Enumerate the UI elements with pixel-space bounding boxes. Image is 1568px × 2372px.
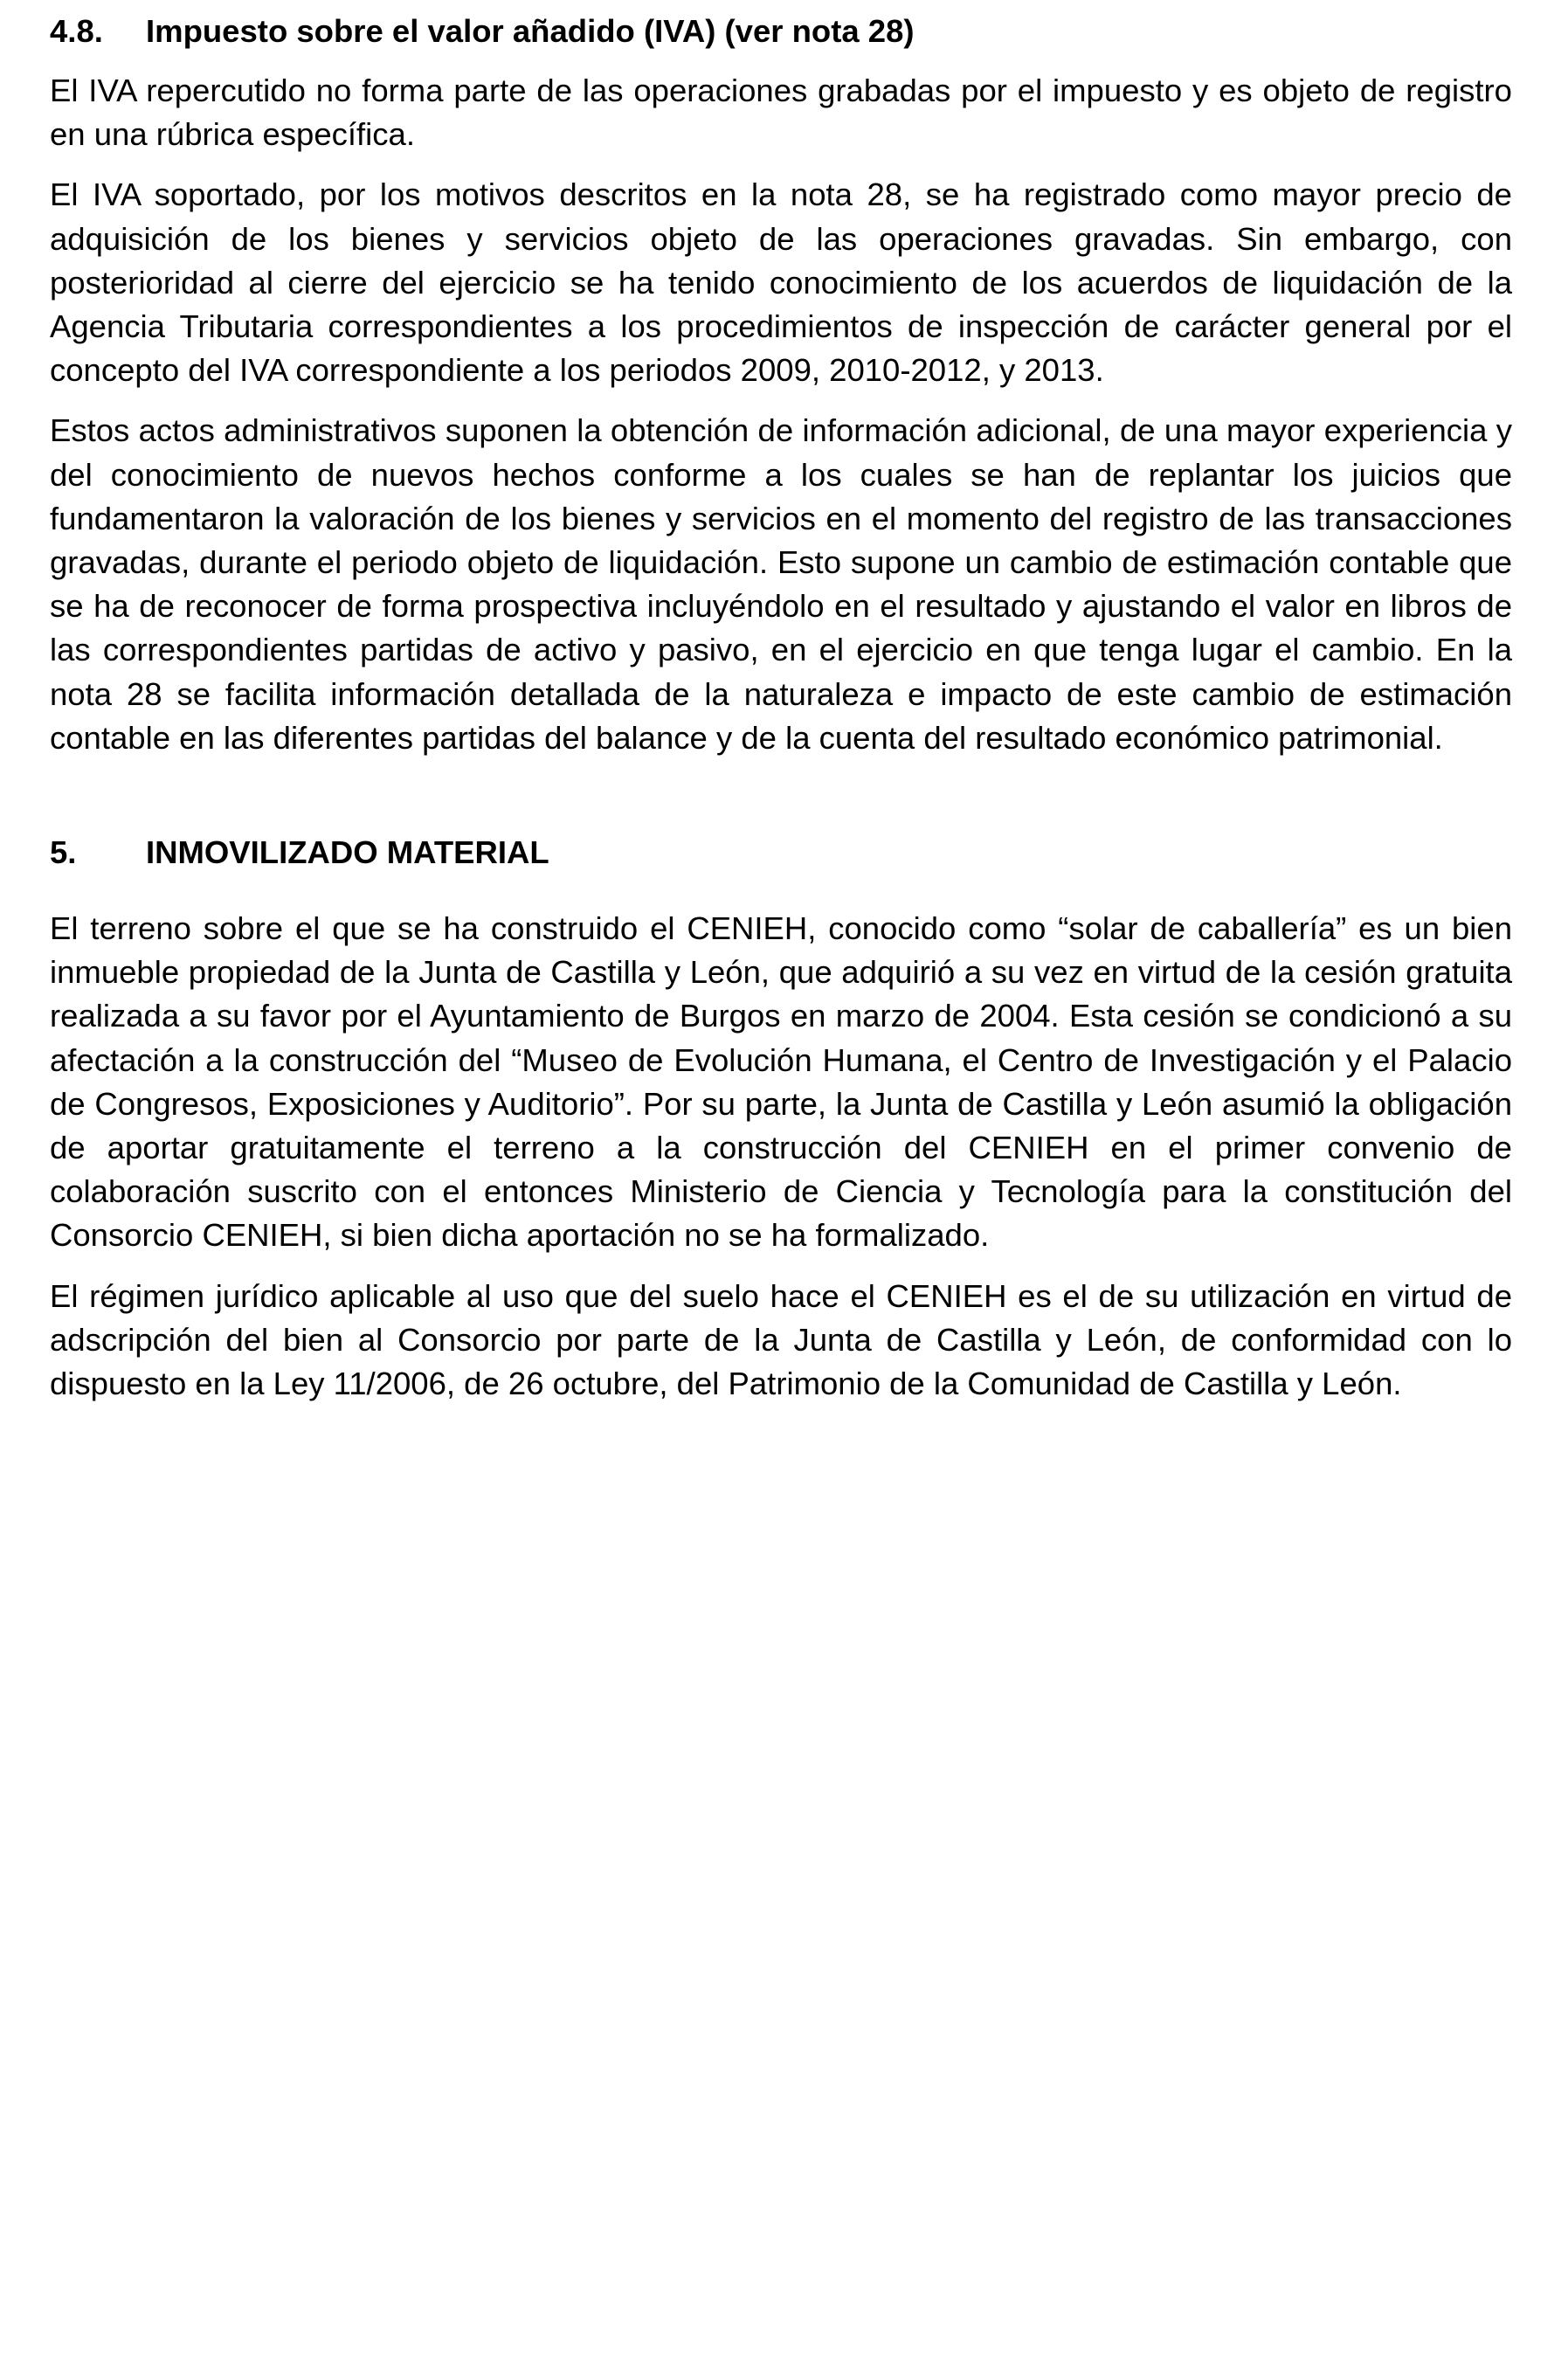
paragraph-iva-repercutido: El IVA repercutido no forma parte de las operaciones grabadas por el impuesto y es objeto de registro en una rúbrica específica. [50,73,1512,153]
paragraph-iva-soportado: El IVA soportado, por los motivos descritos en la nota 28, se ha registrado como mayor precio de adquisición de los bienes y servicios objeto de las operaciones gravadas. Sin embargo, con posterioridad al cierre del ejercicio se ha tenido conocimiento de los acuerdos de liquidación de la Agencia Tributaria correspondientes a los procedimientos de inspección de carácter general por el concepto del IVA correspondiente a los periodos 2009, 2010-2012, y 2013. [50,176,1512,389]
section-4-8-heading [50,10,1512,52]
document-page [50,10,1512,1406]
section-5-title: INMOVILIZADO MATERIAL [146,834,549,871]
paragraph-regimen-juridico: El régimen jurídico aplicable al uso que del suelo hace el CENIEH es el de su utilización en virtud de adscripción del bien al Consorcio por parte de la Junta de Castilla y León, de conformidad con lo dispuesto en la Ley 11/2006, de 26 octubre, del Patrimonio de la Comunidad de Castilla y León. [50,1277,1512,1402]
paragraph-terreno: El terreno sobre el que se ha construido el CENIEH, conocido como “solar de caballería” es un bien inmueble propiedad de la Junta de Castilla y León, que adquirió a su vez en virtud de la cesión gratuita realizada a su favor por el Ayuntamiento de Burgos en marzo de 2004. Esta cesión se condicionó a su afectación a la construcción del “Museo de Evolución Humana, el Centro de Investigación y el Palacio de Congresos, Exposiciones y Auditorio”. Por su parte, la Junta de Castilla y León asumió la obligación de aportar gratuitamente el terreno a la construcción del CENIEH en el primer convenio de colaboración suscrito con el entonces Ministerio de Ciencia y Tecnología para la constitución del Consorcio CENIEH, si bien dicha aportación no se ha formalizado. [50,910,1512,1254]
section-4-8-title: Impuesto sobre el valor añadido (IVA) (ver nota 28) [146,13,915,49]
section-5-heading [50,832,1512,874]
section-4-8-number: 4.8. [50,13,103,49]
paragraph-actos-administrativos: Estos actos administrativos suponen la obtención de información adicional, de una mayor experiencia y del conocimiento de nuevos hechos conforme a los cuales se han de replantar los juicios que fundamentaron la valoración de los bienes y servicios en el momento del registro de las transacciones gravadas, durante el periodo objeto de liquidación. Esto supone un cambio de estimación contable que se ha de reconocer de forma prospectiva incluyéndolo en el resultado y ajustando el valor en libros de las correspondientes partidas de activo y pasivo, en el ejercicio en que tenga lugar el cambio. En la nota 28 se facilita información detallada de la naturaleza e impacto de este cambio de estimación contable en las diferentes partidas del balance y de la cuenta del resultado económico patrimonial. [50,412,1512,756]
section-5-number: 5. [50,834,77,871]
